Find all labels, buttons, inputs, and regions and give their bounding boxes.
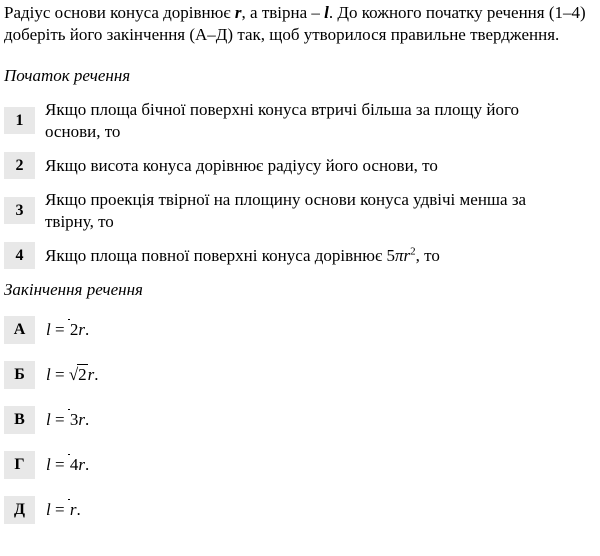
beginning-row-4 <box>4 242 595 269</box>
intro-var-r: r <box>234 3 242 22</box>
ending-row-d <box>4 496 595 524</box>
beginning-text-3: Якщо проекція твірної на площину основи конуса удвічі менша за твірну, то <box>45 190 527 231</box>
beginning-4-superscript: 2 <box>410 245 416 258</box>
radical-sign: √ <box>68 365 79 385</box>
ending-letter-box-v: В <box>4 406 35 434</box>
radicand: 2 <box>78 365 87 385</box>
intro-var-l: l <box>324 3 329 22</box>
formula-coefficient: 4 <box>69 455 79 475</box>
beginning-4-text-before: Якщо площа повної поверхні конуса дорівнює 5 <box>45 245 396 265</box>
ending-formula-v <box>46 409 89 431</box>
beginning-4-text-after: , то <box>415 245 440 265</box>
formula-var: r <box>87 365 95 385</box>
beginning-row-3 <box>4 189 595 232</box>
beginning-text-1: Якщо площа бічної поверхні конуса втричі більша за площу його основи, то <box>45 100 520 141</box>
ending-letter-box-a: А <box>4 316 35 344</box>
beginning-row-2 <box>4 152 595 179</box>
formula-period: . <box>76 500 81 520</box>
formula-equals: = <box>54 365 65 385</box>
formula-equals: = <box>54 500 65 520</box>
ending-formula-b <box>46 364 99 386</box>
ending-formula-g <box>46 454 89 476</box>
ending-letter-box-g: Г <box>4 451 35 479</box>
beginning-number-box-4: 4 <box>4 242 35 269</box>
formula-coefficient: 2 <box>69 320 79 340</box>
intro-text-2: , а твірна – <box>241 3 325 22</box>
beginning-number-box-1: 1 <box>4 107 35 134</box>
question-intro <box>4 2 595 45</box>
formula-lhs: l <box>46 410 51 430</box>
ending-formula-d <box>46 499 81 521</box>
ending-letter-box-d: Д <box>4 496 35 524</box>
formula-equals: = <box>54 320 65 340</box>
formula-lhs: l <box>46 365 51 385</box>
beginning-4-formula-var: πr <box>395 245 411 265</box>
formula-period: . <box>84 455 90 475</box>
beginnings-heading: Початок речення <box>4 66 131 85</box>
ending-row-g <box>4 451 595 479</box>
formula-lhs: l <box>46 500 51 520</box>
formula-period: . <box>84 320 90 340</box>
formula-coefficient: 3 <box>69 410 79 430</box>
formula-period: . <box>84 410 90 430</box>
ending-row-a <box>4 316 595 344</box>
formula-var: r <box>78 410 85 430</box>
ending-row-v <box>4 406 595 434</box>
ending-row-b <box>4 361 595 389</box>
formula-equals: = <box>54 410 65 430</box>
endings-heading: Закінчення речення <box>4 280 143 299</box>
formula-var: r <box>78 455 85 475</box>
beginning-number-box-2: 2 <box>4 152 35 179</box>
formula-lhs: l <box>46 320 51 340</box>
beginning-text-2: Якщо висота конуса дорівнює радіусу його основи, то <box>45 155 438 175</box>
beginning-row-1 <box>4 99 595 142</box>
intro-text-3: . До кожного початку речення (1–4) доберіть його закінчення (А–Д) так, щоб утворилося правильне твердження. <box>4 3 586 44</box>
formula-var: r <box>69 500 77 520</box>
formula-lhs: l <box>46 455 51 475</box>
formula-period: . <box>94 365 99 385</box>
formula-var: r <box>78 320 85 340</box>
beginning-text-4 <box>45 245 562 267</box>
beginning-number-box-3: 3 <box>4 197 35 224</box>
ending-formula-a <box>46 319 89 341</box>
intro-text-1: Радіус основи конуса дорівнює <box>4 3 235 22</box>
formula-equals: = <box>54 455 65 475</box>
ending-letter-box-b: Б <box>4 361 35 389</box>
